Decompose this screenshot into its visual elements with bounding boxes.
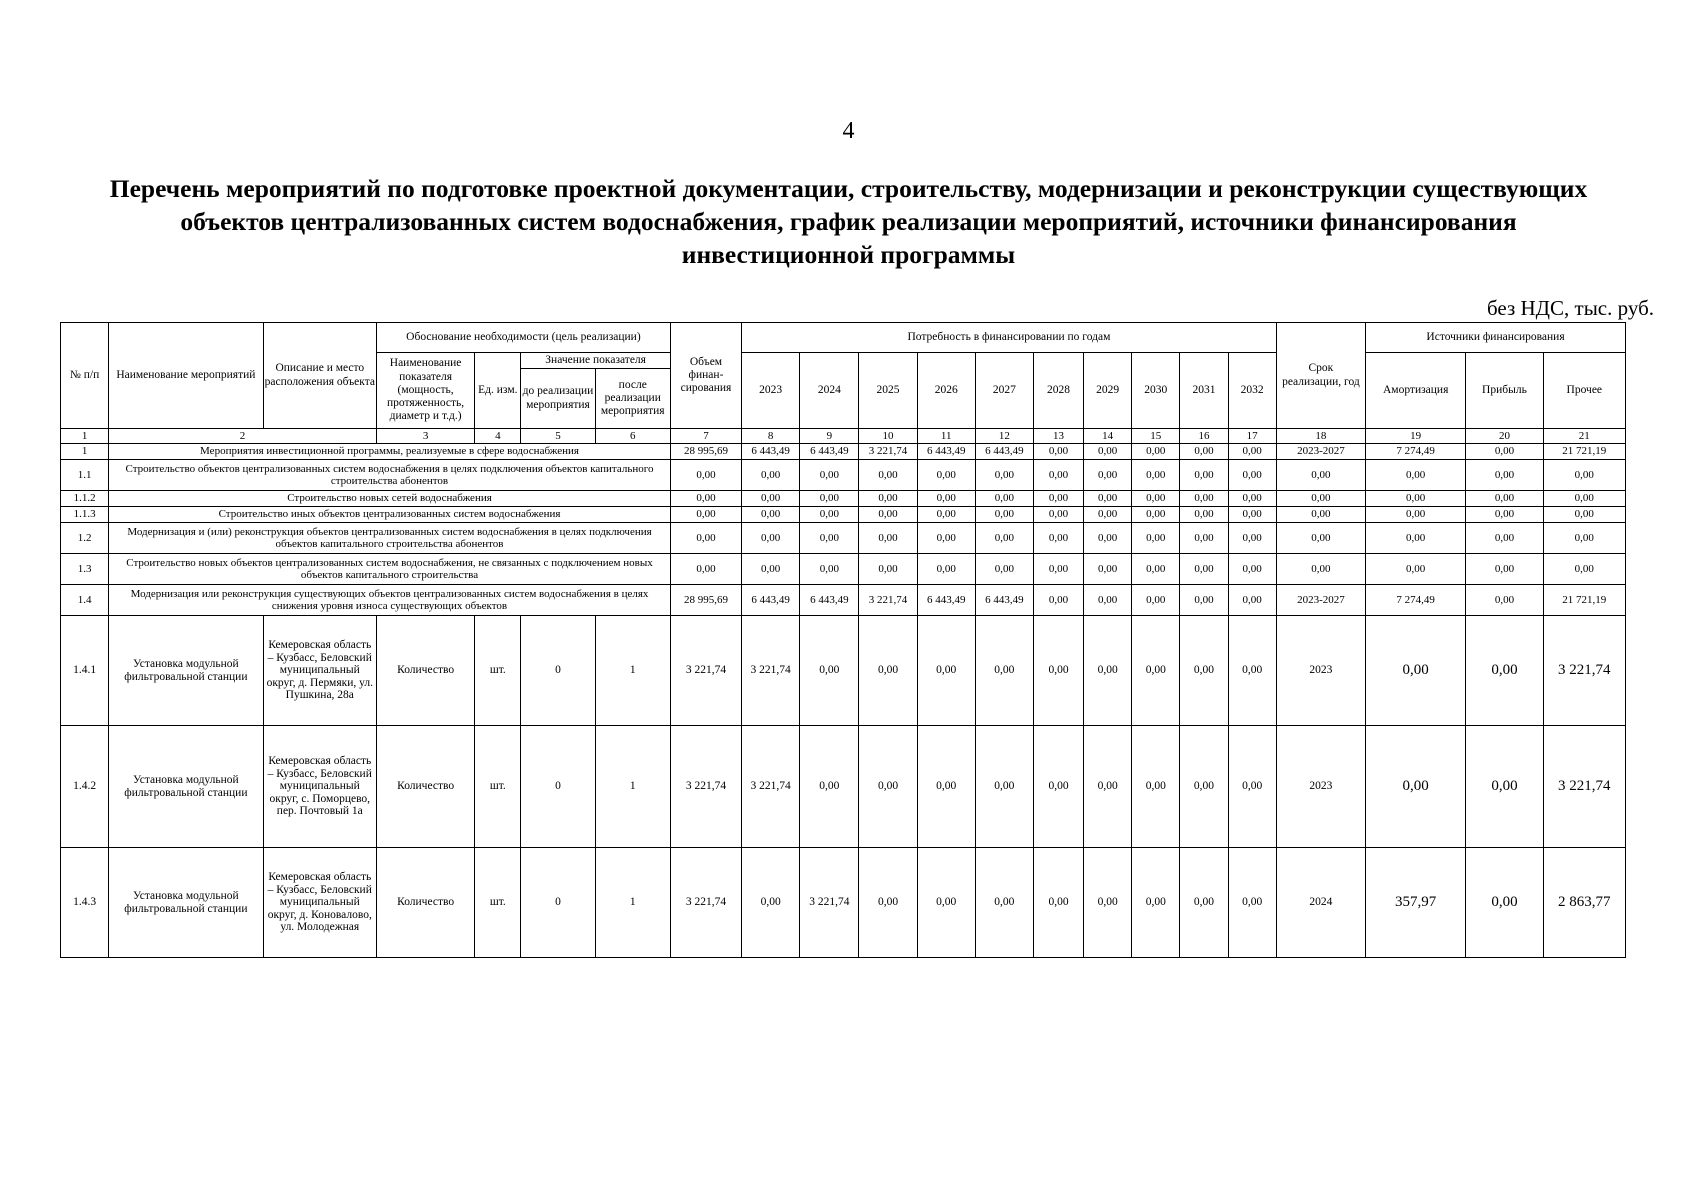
column-index-row bbox=[61, 429, 1626, 444]
year-amount: 0,00 bbox=[742, 523, 800, 554]
header-profit: Прибыль bbox=[1466, 353, 1543, 429]
row-number: 1.1.2 bbox=[61, 491, 109, 507]
object-location: Кемеровская область – Кузбасс, Беловский муниципальный округ, д. Пермяки, ул. Пушкина, 28а bbox=[263, 616, 376, 726]
implementation-term: 0,00 bbox=[1276, 507, 1365, 523]
column-index-cell: 12 bbox=[975, 429, 1033, 444]
row-number: 1.2 bbox=[61, 523, 109, 554]
column-index-cell: 17 bbox=[1228, 429, 1276, 444]
year-amount: 0,00 bbox=[1228, 726, 1276, 848]
summary-row bbox=[61, 491, 1626, 507]
year-amount: 0,00 bbox=[1180, 848, 1228, 958]
column-index-cell: 15 bbox=[1132, 429, 1180, 444]
year-amount: 0,00 bbox=[1033, 523, 1083, 554]
amortization-amount: 0,00 bbox=[1366, 554, 1466, 585]
year-amount: 0,00 bbox=[1084, 585, 1132, 616]
year-amount: 0,00 bbox=[1132, 616, 1180, 726]
year-amount: 0,00 bbox=[917, 616, 975, 726]
detail-row bbox=[61, 616, 1626, 726]
header-indicator-value: Значение показателя bbox=[521, 353, 670, 369]
implementation-term: 0,00 bbox=[1276, 460, 1365, 491]
other-amount: 2 863,77 bbox=[1543, 848, 1625, 958]
financing-volume: 3 221,74 bbox=[670, 848, 741, 958]
implementation-term: 2023 bbox=[1276, 616, 1365, 726]
financing-volume: 0,00 bbox=[670, 460, 741, 491]
column-index-cell: 6 bbox=[595, 429, 670, 444]
year-amount: 0,00 bbox=[859, 554, 917, 585]
unit: шт. bbox=[475, 848, 521, 958]
investment-plan-table bbox=[60, 322, 1626, 958]
implementation-term: 2024 bbox=[1276, 848, 1365, 958]
year-amount: 0,00 bbox=[1228, 507, 1276, 523]
profit-amount: 0,00 bbox=[1466, 616, 1543, 726]
currency-note: без НДС, тыс. руб. bbox=[1486, 296, 1654, 320]
header-year: 2028 bbox=[1033, 353, 1083, 429]
column-index-cell: 4 bbox=[475, 429, 521, 444]
column-index-cell: 1 bbox=[61, 429, 109, 444]
header-year: 2024 bbox=[800, 353, 859, 429]
year-amount: 6 443,49 bbox=[800, 444, 859, 460]
document-title: Перечень мероприятий по подготовке проектной документации, строительству, модернизации и реконструкции существующих объектов централизованных систем водоснабжения, график реализации мероприятий, источники финансирования инвестиционной программы bbox=[109, 174, 1588, 269]
year-amount: 0,00 bbox=[1084, 523, 1132, 554]
profit-amount: 0,00 bbox=[1466, 523, 1543, 554]
implementation-term: 0,00 bbox=[1276, 554, 1365, 585]
year-amount: 0,00 bbox=[742, 848, 800, 958]
column-index-cell: 2 bbox=[109, 429, 377, 444]
year-amount: 0,00 bbox=[917, 491, 975, 507]
year-amount: 0,00 bbox=[1228, 491, 1276, 507]
implementation-term: 0,00 bbox=[1276, 491, 1365, 507]
value-before: 0 bbox=[521, 616, 595, 726]
year-amount: 0,00 bbox=[800, 523, 859, 554]
header-year: 2032 bbox=[1228, 353, 1276, 429]
indicator-name: Количество bbox=[376, 616, 474, 726]
year-amount: 0,00 bbox=[1180, 460, 1228, 491]
detail-row bbox=[61, 848, 1626, 958]
year-amount: 0,00 bbox=[1180, 554, 1228, 585]
column-index-cell: 13 bbox=[1033, 429, 1083, 444]
year-amount: 0,00 bbox=[742, 491, 800, 507]
profit-amount: 0,00 bbox=[1466, 848, 1543, 958]
header-sources: Источники финансирования bbox=[1366, 323, 1626, 353]
profit-amount: 0,00 bbox=[1466, 585, 1543, 616]
year-amount: 0,00 bbox=[1132, 523, 1180, 554]
year-amount: 0,00 bbox=[800, 616, 859, 726]
year-amount: 0,00 bbox=[1084, 507, 1132, 523]
other-amount: 0,00 bbox=[1543, 554, 1625, 585]
other-amount: 3 221,74 bbox=[1543, 726, 1625, 848]
year-amount: 0,00 bbox=[800, 554, 859, 585]
header-volume: Объем финан-сирования bbox=[670, 323, 741, 429]
value-after: 1 bbox=[595, 848, 670, 958]
year-amount: 6 443,49 bbox=[917, 444, 975, 460]
value-after: 1 bbox=[595, 726, 670, 848]
year-amount: 0,00 bbox=[1228, 444, 1276, 460]
amortization-amount: 7 274,49 bbox=[1366, 585, 1466, 616]
column-index-cell: 14 bbox=[1084, 429, 1132, 444]
year-amount: 0,00 bbox=[1084, 444, 1132, 460]
year-amount: 0,00 bbox=[800, 507, 859, 523]
column-index-cell: 21 bbox=[1543, 429, 1625, 444]
year-amount: 0,00 bbox=[1033, 726, 1083, 848]
row-number: 1.4.2 bbox=[61, 726, 109, 848]
year-amount: 3 221,74 bbox=[859, 585, 917, 616]
year-amount: 0,00 bbox=[975, 848, 1033, 958]
row-number: 1.1 bbox=[61, 460, 109, 491]
year-amount: 0,00 bbox=[1084, 460, 1132, 491]
summary-row bbox=[61, 585, 1626, 616]
year-amount: 0,00 bbox=[975, 554, 1033, 585]
implementation-term: 2023-2027 bbox=[1276, 444, 1365, 460]
value-before: 0 bbox=[521, 848, 595, 958]
year-amount: 3 221,74 bbox=[800, 848, 859, 958]
header-year: 2029 bbox=[1084, 353, 1132, 429]
header-term: Срок реализации, год bbox=[1276, 323, 1365, 429]
row-number: 1.3 bbox=[61, 554, 109, 585]
object-location: Кемеровская область – Кузбасс, Беловский муниципальный округ, с. Поморцево, пер. Почтовый 1а bbox=[263, 726, 376, 848]
row-name: Мероприятия инвестиционной программы, реализуемые в сфере водоснабжения bbox=[109, 444, 671, 460]
year-amount: 0,00 bbox=[1132, 460, 1180, 491]
year-amount: 0,00 bbox=[1033, 460, 1083, 491]
header-indicator-name: Наименование показателя (мощность, протяженность, диаметр и т.д.) bbox=[376, 353, 474, 429]
year-amount: 0,00 bbox=[1132, 507, 1180, 523]
unit: шт. bbox=[475, 616, 521, 726]
row-name: Установка модульной фильтровальной станции bbox=[109, 848, 263, 958]
year-amount: 0,00 bbox=[1180, 523, 1228, 554]
amortization-amount: 0,00 bbox=[1366, 507, 1466, 523]
year-amount: 0,00 bbox=[1180, 444, 1228, 460]
row-name: Строительство новых объектов централизованных систем водоснабжения, не связанных с подключением новых объектов капитального строительства bbox=[109, 554, 671, 585]
year-amount: 0,00 bbox=[1180, 616, 1228, 726]
year-amount: 0,00 bbox=[975, 491, 1033, 507]
amortization-amount: 0,00 bbox=[1366, 616, 1466, 726]
header-need-by-years: Потребность в финансировании по годам bbox=[742, 323, 1277, 353]
row-number: 1.4.1 bbox=[61, 616, 109, 726]
summary-row bbox=[61, 523, 1626, 554]
column-index-cell: 3 bbox=[376, 429, 474, 444]
profit-amount: 0,00 bbox=[1466, 444, 1543, 460]
year-amount: 0,00 bbox=[1132, 585, 1180, 616]
row-number: 1 bbox=[61, 444, 109, 460]
year-amount: 0,00 bbox=[859, 460, 917, 491]
row-number: 1.1.3 bbox=[61, 507, 109, 523]
column-index-cell: 9 bbox=[800, 429, 859, 444]
year-amount: 0,00 bbox=[859, 507, 917, 523]
year-amount: 0,00 bbox=[800, 460, 859, 491]
year-amount: 6 443,49 bbox=[742, 585, 800, 616]
indicator-name: Количество bbox=[376, 726, 474, 848]
year-amount: 0,00 bbox=[1228, 523, 1276, 554]
year-amount: 6 443,49 bbox=[800, 585, 859, 616]
profit-amount: 0,00 bbox=[1466, 507, 1543, 523]
year-amount: 0,00 bbox=[1180, 507, 1228, 523]
financing-volume: 0,00 bbox=[670, 523, 741, 554]
header-after: после реализации мероприятия bbox=[595, 369, 670, 429]
year-amount: 0,00 bbox=[1132, 444, 1180, 460]
header-year: 2031 bbox=[1180, 353, 1228, 429]
year-amount: 0,00 bbox=[917, 726, 975, 848]
column-index-cell: 19 bbox=[1366, 429, 1466, 444]
year-amount: 0,00 bbox=[1033, 491, 1083, 507]
indicator-name: Количество bbox=[376, 848, 474, 958]
row-name: Модернизация и (или) реконструкция объектов централизованных систем водоснабжения в целях подключения объектов капитального строительства абонентов bbox=[109, 523, 671, 554]
summary-row bbox=[61, 554, 1626, 585]
column-index-cell: 8 bbox=[742, 429, 800, 444]
column-index-cell: 16 bbox=[1180, 429, 1228, 444]
header-justification: Обоснование необходимости (цель реализации) bbox=[376, 323, 670, 353]
implementation-term: 2023 bbox=[1276, 726, 1365, 848]
year-amount: 0,00 bbox=[1228, 554, 1276, 585]
year-amount: 0,00 bbox=[1180, 726, 1228, 848]
amortization-amount: 0,00 bbox=[1366, 460, 1466, 491]
financing-volume: 0,00 bbox=[670, 491, 741, 507]
year-amount: 0,00 bbox=[1228, 848, 1276, 958]
other-amount: 0,00 bbox=[1543, 523, 1625, 554]
year-amount: 0,00 bbox=[917, 507, 975, 523]
year-amount: 0,00 bbox=[917, 460, 975, 491]
year-amount: 0,00 bbox=[859, 726, 917, 848]
year-amount: 0,00 bbox=[742, 554, 800, 585]
year-amount: 3 221,74 bbox=[859, 444, 917, 460]
header-other: Прочее bbox=[1543, 353, 1625, 429]
header-name: Наименование мероприятий bbox=[109, 323, 263, 429]
year-amount: 0,00 bbox=[1033, 444, 1083, 460]
profit-amount: 0,00 bbox=[1466, 460, 1543, 491]
financing-volume: 3 221,74 bbox=[670, 616, 741, 726]
year-amount: 3 221,74 bbox=[742, 616, 800, 726]
header-desc: Описание и место расположения объекта bbox=[263, 323, 376, 429]
year-amount: 6 443,49 bbox=[917, 585, 975, 616]
year-amount: 0,00 bbox=[742, 460, 800, 491]
profit-amount: 0,00 bbox=[1466, 554, 1543, 585]
unit: шт. bbox=[475, 726, 521, 848]
summary-row bbox=[61, 460, 1626, 491]
year-amount: 0,00 bbox=[1084, 848, 1132, 958]
year-amount: 0,00 bbox=[1180, 585, 1228, 616]
header-num: № п/п bbox=[61, 323, 109, 429]
year-amount: 0,00 bbox=[1084, 616, 1132, 726]
header-year: 2026 bbox=[917, 353, 975, 429]
header-year: 2030 bbox=[1132, 353, 1180, 429]
implementation-term: 0,00 bbox=[1276, 523, 1365, 554]
row-name: Строительство объектов централизованных систем водоснабжения в целях подключения объектов капитального строительства абонентов bbox=[109, 460, 671, 491]
page-number: 4 bbox=[842, 118, 855, 144]
amortization-amount: 0,00 bbox=[1366, 491, 1466, 507]
row-name: Установка модульной фильтровальной станции bbox=[109, 616, 263, 726]
year-amount: 0,00 bbox=[1228, 460, 1276, 491]
profit-amount: 0,00 bbox=[1466, 726, 1543, 848]
column-index-cell: 20 bbox=[1466, 429, 1543, 444]
column-index-cell: 7 bbox=[670, 429, 741, 444]
row-name: Модернизация или реконструкция существующих объектов централизованных систем водоснабжения в целях снижения уровня износа существующих объектов bbox=[109, 585, 671, 616]
profit-amount: 0,00 bbox=[1466, 491, 1543, 507]
financing-volume: 3 221,74 bbox=[670, 726, 741, 848]
year-amount: 0,00 bbox=[1084, 726, 1132, 848]
year-amount: 0,00 bbox=[975, 460, 1033, 491]
amortization-amount: 0,00 bbox=[1366, 726, 1466, 848]
financing-volume: 0,00 bbox=[670, 507, 741, 523]
year-amount: 0,00 bbox=[1228, 616, 1276, 726]
year-amount: 0,00 bbox=[1033, 616, 1083, 726]
year-amount: 0,00 bbox=[975, 616, 1033, 726]
year-amount: 0,00 bbox=[1132, 491, 1180, 507]
year-amount: 0,00 bbox=[859, 848, 917, 958]
year-amount: 0,00 bbox=[1132, 554, 1180, 585]
header-unit: Ед. изм. bbox=[475, 353, 521, 429]
year-amount: 0,00 bbox=[742, 507, 800, 523]
year-amount: 0,00 bbox=[917, 554, 975, 585]
year-amount: 0,00 bbox=[917, 848, 975, 958]
header-year: 2023 bbox=[742, 353, 800, 429]
object-location: Кемеровская область – Кузбасс, Беловский муниципальный округ, д. Коновалово, ул. Молодежная bbox=[263, 848, 376, 958]
column-index-cell: 18 bbox=[1276, 429, 1365, 444]
year-amount: 3 221,74 bbox=[742, 726, 800, 848]
year-amount: 0,00 bbox=[800, 726, 859, 848]
row-name: Строительство новых сетей водоснабжения bbox=[109, 491, 671, 507]
year-amount: 0,00 bbox=[1084, 554, 1132, 585]
year-amount: 0,00 bbox=[1228, 585, 1276, 616]
summary-row bbox=[61, 507, 1626, 523]
detail-row bbox=[61, 726, 1626, 848]
row-number: 1.4.3 bbox=[61, 848, 109, 958]
header-amortization: Амортизация bbox=[1366, 353, 1466, 429]
year-amount: 0,00 bbox=[1132, 726, 1180, 848]
summary-row bbox=[61, 444, 1626, 460]
year-amount: 6 443,49 bbox=[975, 444, 1033, 460]
amortization-amount: 357,97 bbox=[1366, 848, 1466, 958]
year-amount: 0,00 bbox=[1033, 848, 1083, 958]
header-before: до реализации мероприятия bbox=[521, 369, 595, 429]
year-amount: 0,00 bbox=[859, 616, 917, 726]
year-amount: 0,00 bbox=[859, 491, 917, 507]
year-amount: 6 443,49 bbox=[975, 585, 1033, 616]
row-name: Установка модульной фильтровальной станции bbox=[109, 726, 263, 848]
year-amount: 0,00 bbox=[975, 507, 1033, 523]
other-amount: 21 721,19 bbox=[1543, 444, 1625, 460]
financing-volume: 0,00 bbox=[670, 554, 741, 585]
column-index-cell: 11 bbox=[917, 429, 975, 444]
other-amount: 3 221,74 bbox=[1543, 616, 1625, 726]
row-number: 1.4 bbox=[61, 585, 109, 616]
year-amount: 0,00 bbox=[1084, 491, 1132, 507]
other-amount: 0,00 bbox=[1543, 460, 1625, 491]
year-amount: 0,00 bbox=[1033, 507, 1083, 523]
row-name: Строительство иных объектов централизованных систем водоснабжения bbox=[109, 507, 671, 523]
year-amount: 0,00 bbox=[975, 523, 1033, 554]
header-year: 2027 bbox=[975, 353, 1033, 429]
year-amount: 0,00 bbox=[1033, 554, 1083, 585]
amortization-amount: 0,00 bbox=[1366, 523, 1466, 554]
other-amount: 0,00 bbox=[1543, 491, 1625, 507]
implementation-term: 2023-2027 bbox=[1276, 585, 1365, 616]
year-amount: 0,00 bbox=[1033, 585, 1083, 616]
year-amount: 0,00 bbox=[859, 523, 917, 554]
year-amount: 0,00 bbox=[917, 523, 975, 554]
other-amount: 21 721,19 bbox=[1543, 585, 1625, 616]
year-amount: 0,00 bbox=[975, 726, 1033, 848]
value-after: 1 bbox=[595, 616, 670, 726]
table-body bbox=[61, 444, 1626, 958]
other-amount: 0,00 bbox=[1543, 507, 1625, 523]
amortization-amount: 7 274,49 bbox=[1366, 444, 1466, 460]
year-amount: 0,00 bbox=[1180, 491, 1228, 507]
value-before: 0 bbox=[521, 726, 595, 848]
year-amount: 0,00 bbox=[800, 491, 859, 507]
financing-volume: 28 995,69 bbox=[670, 585, 741, 616]
column-index-cell: 10 bbox=[859, 429, 917, 444]
year-amount: 6 443,49 bbox=[742, 444, 800, 460]
financing-volume: 28 995,69 bbox=[670, 444, 741, 460]
year-amount: 0,00 bbox=[1132, 848, 1180, 958]
header-year: 2025 bbox=[859, 353, 917, 429]
column-index-cell: 5 bbox=[521, 429, 595, 444]
